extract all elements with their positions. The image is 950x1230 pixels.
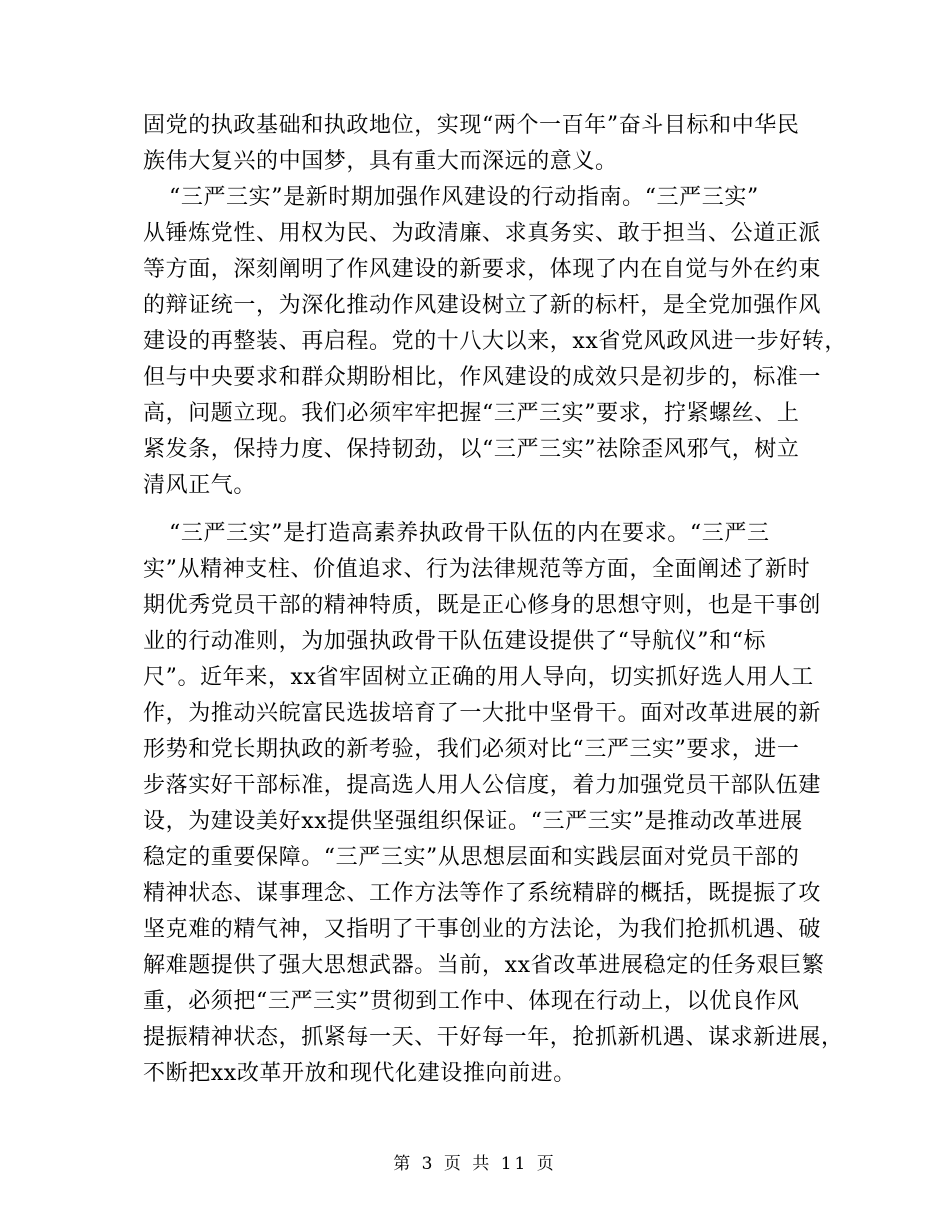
page-number-footer: 第 3 页 共 11 页 (393, 1154, 557, 1174)
body-text-line: 作，为推动兴皖富民选拔培育了一大批中坚骨干。面对改革进展的新 (143, 701, 822, 726)
body-text-line: 设，为建设美好xx提供坚强组织保证。“三严三实”是推动改革进展 (143, 809, 803, 834)
body-text-line: 业的行动准则，为加强执政骨干队伍建设提供了“导航仪”和“标 (143, 629, 767, 654)
body-text-line: 解难题提供了强大思想武器。当前，xx省改革进展稳定的任务艰巨繁 (143, 953, 825, 978)
body-text-line: 坚克难的精气神，又指明了干事创业的方法论，为我们抢抓机遇、破 (143, 917, 822, 942)
body-text-line: 紧发条，保持力度、保持韧劲，以“三严三实”祛除歪风邪气，树立 (143, 437, 800, 462)
body-text-line: 但与中央要求和群众期盼相比，作风建设的成效只是初步的，标准一 (143, 365, 822, 390)
body-text-line: 建设的再整装、再启程。党的十八大以来，xx省党风政风进一步好转， (143, 329, 848, 354)
body-text-line: 固党的执政基础和执政地位，实现“两个一百年”奋斗目标和中华民 (143, 113, 800, 138)
body-text-line: 期优秀党员干部的精神特质，既是正心修身的思想守则，也是干事创 (143, 593, 822, 618)
body-text-line: 实”从精神支柱、价值追求、行为法律规范等方面，全面阐述了新时 (143, 557, 811, 582)
body-text-line: 提振精神状态，抓紧每一天、干好每一年，抢抓新机遇、谋求新进展， (143, 1025, 844, 1050)
body-text-line: 等方面，深刻阐明了作风建设的新要求，体现了内在自觉与外在约束 (143, 257, 822, 282)
paragraph-first-line: “三严三实”是打造高素养执政骨干队伍的内在要求。“三严三 (169, 521, 770, 546)
body-text-line: 尺”。近年来，xx省牢固树立正确的用人导向，切实抓好选人用人工 (143, 665, 814, 690)
body-text-line: 稳定的重要保障。“三严三实”从思想层面和实践层面对党员干部的 (143, 845, 800, 870)
body-text-line: 精神状态、谋事理念、工作方法等作了系统精辟的概括，既提振了攻 (143, 881, 822, 906)
body-text-line: 的辩证统一，为深化推动作风建设树立了新的标杆，是全党加强作风 (143, 293, 822, 318)
body-text-line: 族伟大复兴的中国梦，具有重大而深远的意义。 (143, 149, 618, 174)
body-text-line: 高，问题立现。我们必须牢牢把握“三严三实”要求，拧紧螺丝、上 (143, 401, 800, 426)
body-text-line: 步落实好干部标准，提高选人用人公信度，着力加强党员干部队伍建 (143, 773, 822, 798)
body-text-line: 重，必须把“三严三实”贯彻到工作中、体现在行动上，以优良作风 (143, 989, 800, 1014)
body-text-line: 不断把xx改革开放和现代化建设推向前进。 (143, 1061, 576, 1086)
body-text-line: 形势和党长期执政的新考验，我们必须对比“三严三实”要求，进一 (143, 737, 800, 762)
body-text-line: 从锤炼党性、用权为民、为政清廉、求真务实、敢于担当、公道正派 (143, 221, 822, 246)
body-text-line: 清风正气。 (143, 473, 257, 498)
paragraph-first-line: “三严三实”是新时期加强作风建设的行动指南。“三严三实” (169, 185, 759, 210)
